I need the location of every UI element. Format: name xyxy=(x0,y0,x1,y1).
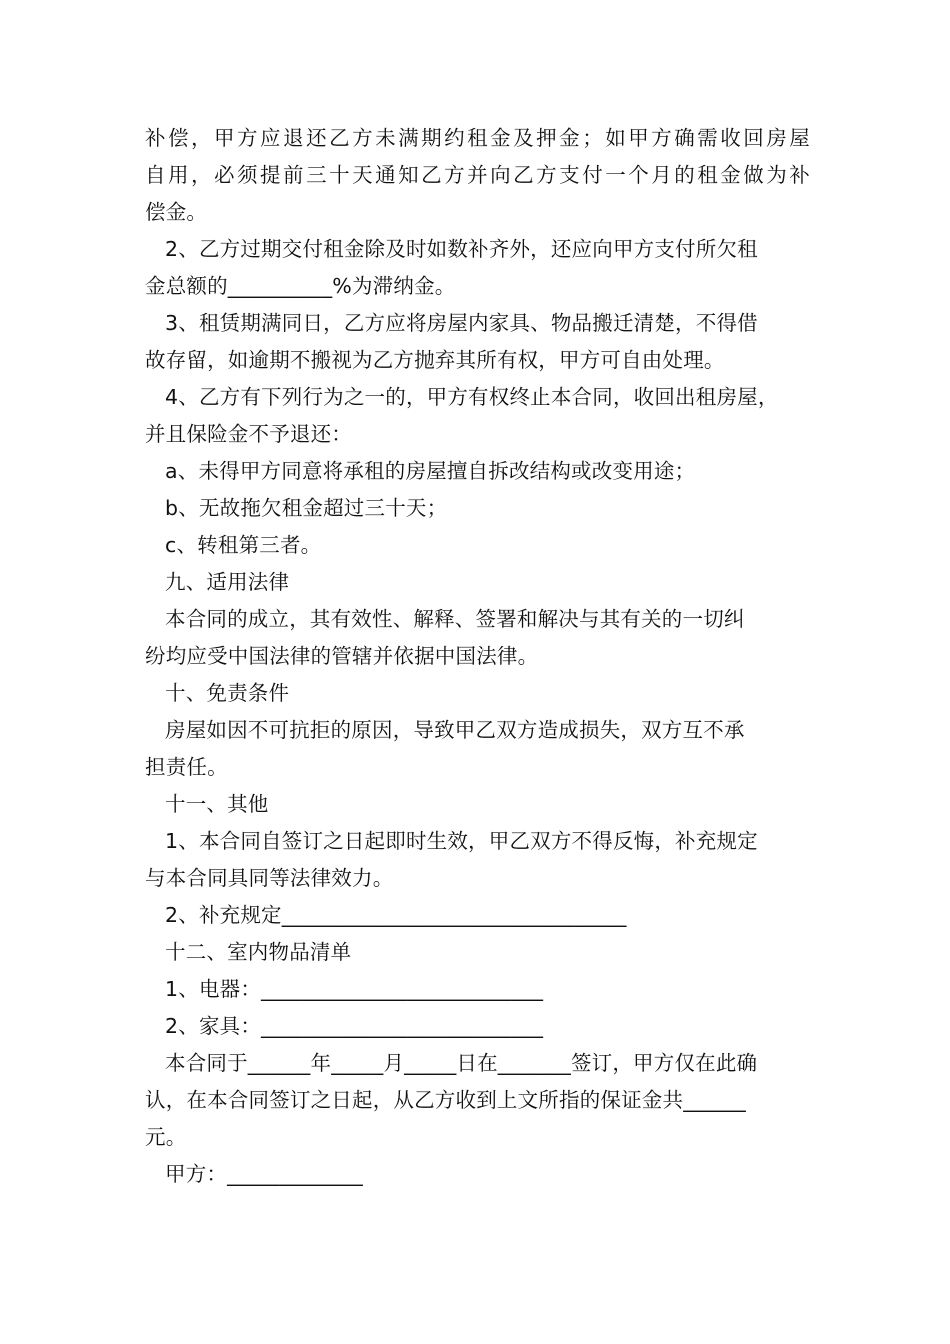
text-line: 金总额的__________%为滞纳金。 xyxy=(145,274,456,298)
signature-line: 甲方：_____________ xyxy=(165,1162,363,1186)
text-line: b、无故拖欠租金超过三十天； xyxy=(165,496,448,520)
text-line: 房屋如因不可抗拒的原因，导致甲乙双方造成损失，双方互不承 xyxy=(165,718,745,742)
text-line: 1、电器：___________________________ xyxy=(165,977,544,1001)
text-line: 纷均应受中国法律的管辖并依据中国法律。 xyxy=(145,644,539,668)
text-line: 2、乙方过期交付租金除及时如数补齐外，还应向甲方支付所欠租 xyxy=(165,237,758,261)
text-line: 担责任。 xyxy=(145,755,228,779)
text-line: 2、家具：___________________________ xyxy=(165,1014,544,1038)
text-line: 故存留，如逾期不搬视为乙方抛弃其所有权，甲方可自由处理。 xyxy=(145,348,725,372)
text-line: 2、补充规定_________________________________ xyxy=(165,903,627,927)
text-line: 与本合同具同等法律效力。 xyxy=(145,866,394,890)
text-line: 元。 xyxy=(145,1125,187,1149)
text-line: 认，在本合同签订之日起，从乙方收到上文所指的保证金共______ xyxy=(145,1088,746,1112)
section-heading: 九、适用法律 xyxy=(165,570,290,594)
text-line: 本合同于______年_____月_____日在_______签订，甲方仅在此确 xyxy=(165,1051,758,1075)
text-line: 本合同的成立，其有效性、解释、签署和解决与其有关的一切纠 xyxy=(165,607,745,631)
text-line: c、转租第三者。 xyxy=(165,533,322,557)
text-line: 偿金。 xyxy=(145,200,208,224)
text-line: 并且保险金不予退还： xyxy=(145,422,352,446)
section-heading: 十二、室内物品清单 xyxy=(165,940,352,964)
text-line: 4、乙方有下列行为之一的，甲方有权终止本合同，收回出租房屋， xyxy=(165,385,779,409)
text-line: a、未得甲方同意将承租的房屋擅自拆改结构或改变用途； xyxy=(165,459,696,483)
text-line: 补偿，甲方应退还乙方未满期约租金及押金；如甲方确需收回房屋 xyxy=(145,126,810,150)
text-line: 3、租赁期满同日，乙方应将房屋内家具、物品搬迁清楚，不得借 xyxy=(165,311,758,335)
text-line: 自用，必须提前三十天通知乙方并向乙方支付一个月的租金做为补 xyxy=(145,163,810,187)
text-line: 1、本合同自签订之日起即时生效，甲乙双方不得反悔，补充规定 xyxy=(165,829,758,853)
section-heading: 十、免责条件 xyxy=(165,681,290,705)
section-heading: 十一、其他 xyxy=(165,792,269,816)
